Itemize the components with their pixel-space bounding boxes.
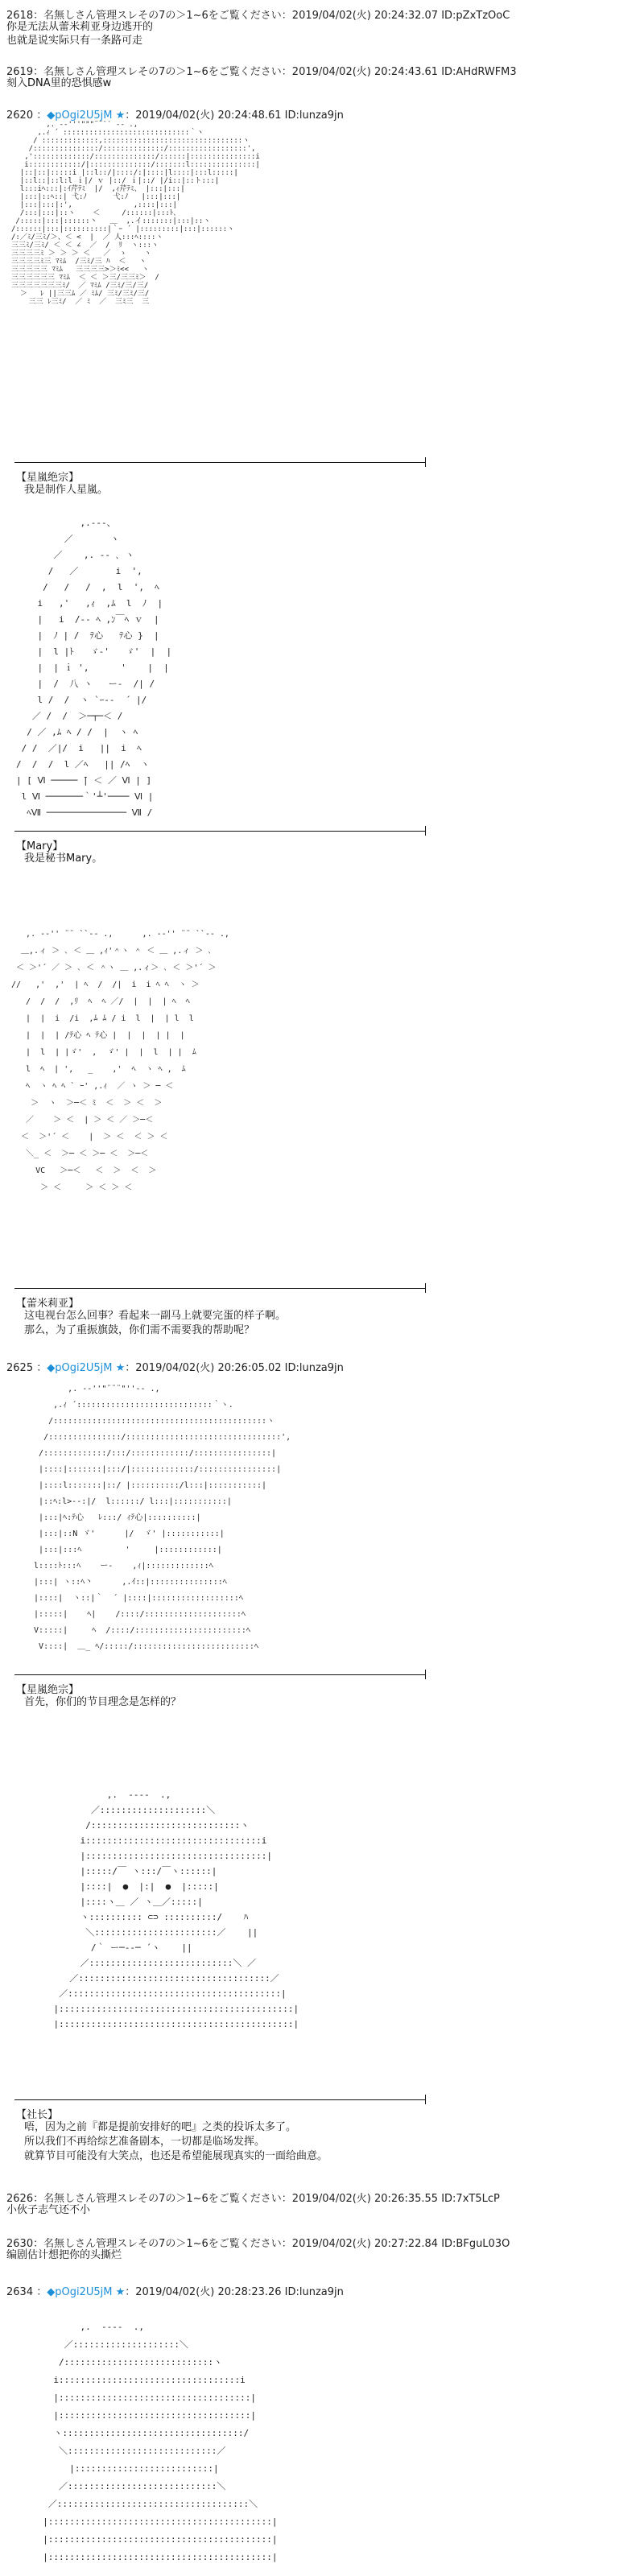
dialog-line: 首先，你们的节目理念是怎样的？ xyxy=(24,1696,182,1708)
star-icon: ★ xyxy=(115,109,126,122)
speaker-label: 【星嵐绝宗】 xyxy=(16,472,80,484)
post-number[interactable]: 2626 xyxy=(6,2193,34,2205)
dialog-line: 我是制作人星嵐。 xyxy=(24,484,109,496)
post-header: 2620 ：◆pOgi2U5jM ★：2019/04/02(火) 20:24:48.61 ID:lunza9jn xyxy=(6,109,344,122)
post-meta: ：名無しさん管理スレその7の＞1~6をご覧ください：2019/04/02(火) 20:27:22.84 ID:BFguL03O xyxy=(33,2238,510,2250)
poster-trip: ◆pOgi2U5jM xyxy=(47,109,113,122)
dialog-line: 所以我们不再给综艺准备剧本，一切都是临场发挥。 xyxy=(24,2136,266,2148)
post-body xyxy=(6,2248,122,2262)
dialog-line: 这电视台怎么回事？看起来一副马上就要完蛋的样子啊。 xyxy=(24,1310,287,1322)
dialog-text xyxy=(24,2120,328,2164)
post-number[interactable]: 2619 xyxy=(6,66,34,78)
ascii-art-character: ,. -‐'''"""¨¨`` ‐- ., ,.ｨ ´ :::::::::::::::::::::::::::::｀ヽ / :::::::::::::,::::::::::::::::::::::::::::::::ヽ /:::::::::::::::/::::::::::::::/::::::::::::::::::', ,':::::::::::::/::::::::::::::/::::::|:::::::::::::::i i::::::::::::/|::::::::::::::/:::::::l:::::::::::::::| |::|::|:::::i |::l::/|::::/:|::::|l::::|:::l:::::| |::l::|::l:l ｉ|/ ｖ |::/ ｉ|::/ |/i::|::ト:::| l:::iﾍ:::|:ｲ芹ﾃﾐ |/ ,ｨ芹ﾃﾐ、 |:::|:::| |:::|::ﾍ::| 弋:ﾉ 弋:ﾉ |:::|:::| |:::|:::|:', ,::::|:::| /:::|:::|::ヽ ＜ /::::::|:::ﾄ､ /:::::|:::|::::::丶 ＿ ,.イ:::::::|:::|::ヽ /::::::|:::|::::::::::|｀ｰ ´ |:::::::::|:::|::::::ヽ /:／ﾐ/三ﾐ/＞、＜ < | ／ 人:::ﾍ::::ヽ 三三ﾐ/三ﾐ/ ＜ ＜ ∠ ／ / ﾘ ヽ:::ヽ 三三三三ﾐ ＞ ＞ ＞ ＜ ／ ゝ ヽ 三三三三ﾐ三 ﾏﾐﾑ /三ﾐ/三 ﾊ ＜ ヽ 三三三三三 ﾏﾐﾑ 三三三三>＞ﾐ<< ヽ 三三三三三三 ﾏﾐﾑ ＜ ＜ ＞三/三三ﾐ＞ / 三三三三三三三ﾐ/ ／ ﾏﾐﾑ /三ﾐ/三/三/ ＞ ﾚ ||三三ﾑ ／ ﾐﾑ/ 三ﾐ/三ﾐ/三/ 三三 ﾚ三ﾐ/ ／ ﾐ ／ 三ﾐ三 三 xyxy=(11,121,260,306)
frame-divider-tick xyxy=(425,2095,426,2104)
star-icon: ★ xyxy=(115,1362,126,1374)
post-meta: ：名無しさん管理スレその7の＞1~6をご覧ください：2019/04/02(火) 20:24:43.61 ID:AHdRWFM3 xyxy=(33,66,517,78)
frame-divider xyxy=(14,462,425,463)
post-line: 小伙子志气还不小 xyxy=(6,2204,91,2216)
dialog-text xyxy=(24,852,102,866)
post-body xyxy=(6,76,111,90)
post-body xyxy=(6,20,153,47)
dialog-text xyxy=(24,483,108,497)
frame-divider-tick xyxy=(425,1670,426,1679)
star-icon: ★ xyxy=(115,2286,126,2298)
dialog-line: 我是秘书Mary。 xyxy=(24,852,103,865)
frame-divider xyxy=(14,2099,425,2100)
frame-divider xyxy=(14,831,425,832)
frame-divider xyxy=(14,1674,425,1675)
dialog-text xyxy=(24,1695,181,1710)
post-number[interactable]: 2618 xyxy=(6,10,34,22)
post-header: 2634 ：◆pOgi2U5jM ★：2019/04/02(火) 20:28:23.26 ID:lunza9jn xyxy=(6,2286,344,2298)
frame-divider-tick xyxy=(425,457,426,467)
poster-trip: ◆pOgi2U5jM xyxy=(47,1362,113,1374)
dialog-line: 唔，因为之前『都是提前安排好的吧』之类的投诉太多了。 xyxy=(24,2121,297,2133)
frame-divider-tick xyxy=(425,826,426,836)
post-meta: ：名無しさん管理スレその7の＞1~6をご覧ください：2019/04/02(火) 20:26:35.55 ID:7xT5LcP xyxy=(33,2193,500,2205)
post-number[interactable]: 2625 xyxy=(6,1362,34,1374)
dialog-line: 那么，为了重振旗鼓，你们需不需要我的帮助呢？ xyxy=(24,1324,255,1336)
speaker-label: 【Mary】 xyxy=(16,840,64,852)
poster-trip: ◆pOgi2U5jM xyxy=(47,2286,113,2298)
dialog-text xyxy=(24,1309,286,1338)
post-meta: ：2019/04/02(火) 20:26:05.02 ID:lunza9jn xyxy=(125,1362,344,1374)
speaker-label: 【社长】 xyxy=(16,2109,59,2121)
speaker-label: 【蕾米莉亚】 xyxy=(16,1298,80,1310)
post-body xyxy=(6,2203,90,2217)
post-number[interactable]: 2630 xyxy=(6,2238,34,2250)
post-header: 2625 ：◆pOgi2U5jM ★：2019/04/02(火) 20:26:05.02 ID:lunza9jn xyxy=(6,1362,344,1374)
post-line: 刻入DNA里的恐惧感w xyxy=(6,77,112,89)
post-line: 编剧估计想把你的头撕烂 xyxy=(6,2249,122,2261)
post-meta: ：2019/04/02(火) 20:24:48.61 ID:lunza9jn xyxy=(125,109,344,122)
speaker-label: 【星嵐绝宗】 xyxy=(16,1684,80,1696)
ascii-art-character: ,.-‐-、 ／ ヽ ／ ,. -‐ ､ ヽ / ／ i ', / / / , l ', ﾍ i ,' ,ｨ ,ﾑ l ﾉ | | i /-‐ ﾍ ,ﾝ￣ﾍ ｖ | | ﾉ | / ﾃ心 ﾃ心 } | | l |ﾄ ゞ-' ゞ' | | | | ｉ ', ' | | | / 八 ヽ ー- /| / l / / ヽ `ｰ-‐ ´ |/ ／ / / ＞─┬─＜ / / ／ ,ﾑ ﾍ / / | ヽ ﾍ / / ／|/ i || i ﾍ / / / l ／ﾍ || /ﾍ ヽ | [ Ⅵ ───── ̄| ＜ ／ Ⅵ | ] l Ⅵ ───────｀'┴'──── Ⅵ | ﾍⅦ ─────────────── Ⅶ / xyxy=(16,518,172,818)
post-number[interactable]: 2634 xyxy=(6,2286,34,2298)
ascii-art-character: ,. -‐‐- ., ／::::::::::::::::::::＼ /::::::::::::::::::::::::::::ヽ i::::::::::::::::::::::::::::::::::i |::::::::::::::::::::::::::::::::::::| |::::::::::::::::::::::::::::::::::::| ヽ::::::::::::::::::::::::::::::::::/ ＼::::::::::::::::::::::::::::／ |::::::::::::::::::::::::::| ／::::::::::::::::::::::::::::＼ ／::::::::::::::::::::::::::::::::::::＼ |::::::::::::::::::::::::::::::::::::::::::| |::::::::::::::::::::::::::::::::::::::::::| |::::::::::::::::::::::::::::::::::::::::::| xyxy=(43,2322,278,2562)
ascii-art-character: ,. -‐'' ¨¨ ``‐- ., ,. -‐'' ¨¨ ``‐- ., ＿,.ィ ＞ ､ ＜ ＿ ,ｨ'＾ヽ ＾ ＜ ＿ ,.ィ ＞ ､ ＜ ＞'´ ／ ＞ ､ ＜ ＾ヽ ＿ ,.ィ＞ ､ ＜ ＞'´ ＞ // ,' ,' | ﾍ / /| i i ﾍ ﾍ ヽ ＞ / / / ,ﾘ ﾍ ﾍ ／/ | | | ﾍ ﾍ | | i /i ,ﾑ ﾑ / i l | | l l | | | /ﾃ心 ﾍ ﾃ心 | | | | | | | l | |ゞ' , ゞ' | | l | | ﾑ l ﾍ | ', _ ,' ﾍ ヽ ﾍ , ﾑ ﾍ ヽ ﾍ ﾍ ` ｰ' ,.ｨ ／ ヽ ＞ ─ ＜ ＞ ヽ ＞─＜ ﾐ ＜ ＞ ＜ ＞ ／ ＞ ＜ | ＞ ＜ ／ ＞─＜ ＜ ＞'´ ＜ | ＞ ＜ ＜ ＞ ＜ ＼_ ＜ ＞─ ＜ ＞─ ＜ ＞─＜ VC ＞─＜ ＜ ＞ ＜ ＞ ＞ ＜ ＞ ＜ ＞ ＜ xyxy=(11,930,229,1192)
ascii-art-character: ,. -‐''"¨¨¨"''‐- ., ,.ｨ ´::::::::::::::::::::::::::::｀ヽ. /::::::::::::::::::::::::::::::::::::::::::::ヽ /:::::::::::::::/::::::::::::::::::::::::::::::::', /:::::::::::::/:::/::::::::::::/::::::::::::::::| |::::|:::::::|:::/|:::::::::::::/::::::::::::::::| |::::l:::::::|::/ |::::::::::/l:::|:::::::::::| |::ﾍ:l>‐-:|/ l::::::/ l:::|:::::::::::| |:::|ﾍ:ﾃ心 ﾚ:::/ ｨﾃ心|::::::::::| |:::|::N ゞ' |/ ゞ' |:::::::::::| |:::|:::ﾍ ' |::::::::::::| l::::ﾄ:::ﾍ ー- ,ｨ|:::::::::::::ﾍ |:::| ヽ::ﾍ丶 ,.ｲ::|:::::::::::::::ﾍ |::::| ヽ::|｀ ´ |::::|::::::::::::::::::ﾍ |:::::| ﾍ| /::::/::::::::::::::::::::ﾍ V:::::| ﾍ /::::/:::::::::::::::::::::::ﾍ V::::| ＿_ ﾍ/:::::/:::::::::::::::::::::::::ﾍ xyxy=(34,1385,291,1651)
post-meta: ：2019/04/02(火) 20:28:23.26 ID:lunza9jn xyxy=(125,2286,344,2298)
frame-divider xyxy=(14,1288,425,1289)
post-line: 你是无法从蕾米莉亚身边逃开的 xyxy=(6,21,154,33)
post-line: 也就是说实际只有一条路可走 xyxy=(6,35,143,47)
frame-divider-tick xyxy=(425,1283,426,1293)
ascii-art-character: ,. -‐‐- ., ／::::::::::::::::::::＼ /::::::::::::::::::::::::::::ヽ i:::::::::::::::::::::::::::::::::i |::::::::::::::::::::::::::::::::::| |:::::/￣ ヽ:::/￣ヽ::::::| |::::| ● |:| ● |:::::| |::::ヽ＿ ／ ヽ＿／:::::| ヽ:::::::::: ⊂⊃ ::::::::::/ ﾊ ＼:::::::::::::::::::::::／ || /｀ ー─‐‐─ ´ヽ || ／:::::::::::::::::::::::::::＼ ／ ／::::::::::::::::::::::::::::::::::::／ ／::::::::::::::::::::::::::::::::::::::::| |::::::::::::::::::::::::::::::::::::::::::::| |::::::::::::::::::::::::::::::::::::::::::::| xyxy=(53,1790,299,2029)
dialog-line: 就算节目可能没有大笑点，也还是希望能展现真实的一面给曲意。 xyxy=(24,2150,328,2162)
post-meta: ：名無しさん管理スレその7の＞1~6をご覧ください：2019/04/02(火) 20:24:32.07 ID:pZxTzOoC xyxy=(33,10,510,22)
post-number[interactable]: 2620 xyxy=(6,109,34,122)
